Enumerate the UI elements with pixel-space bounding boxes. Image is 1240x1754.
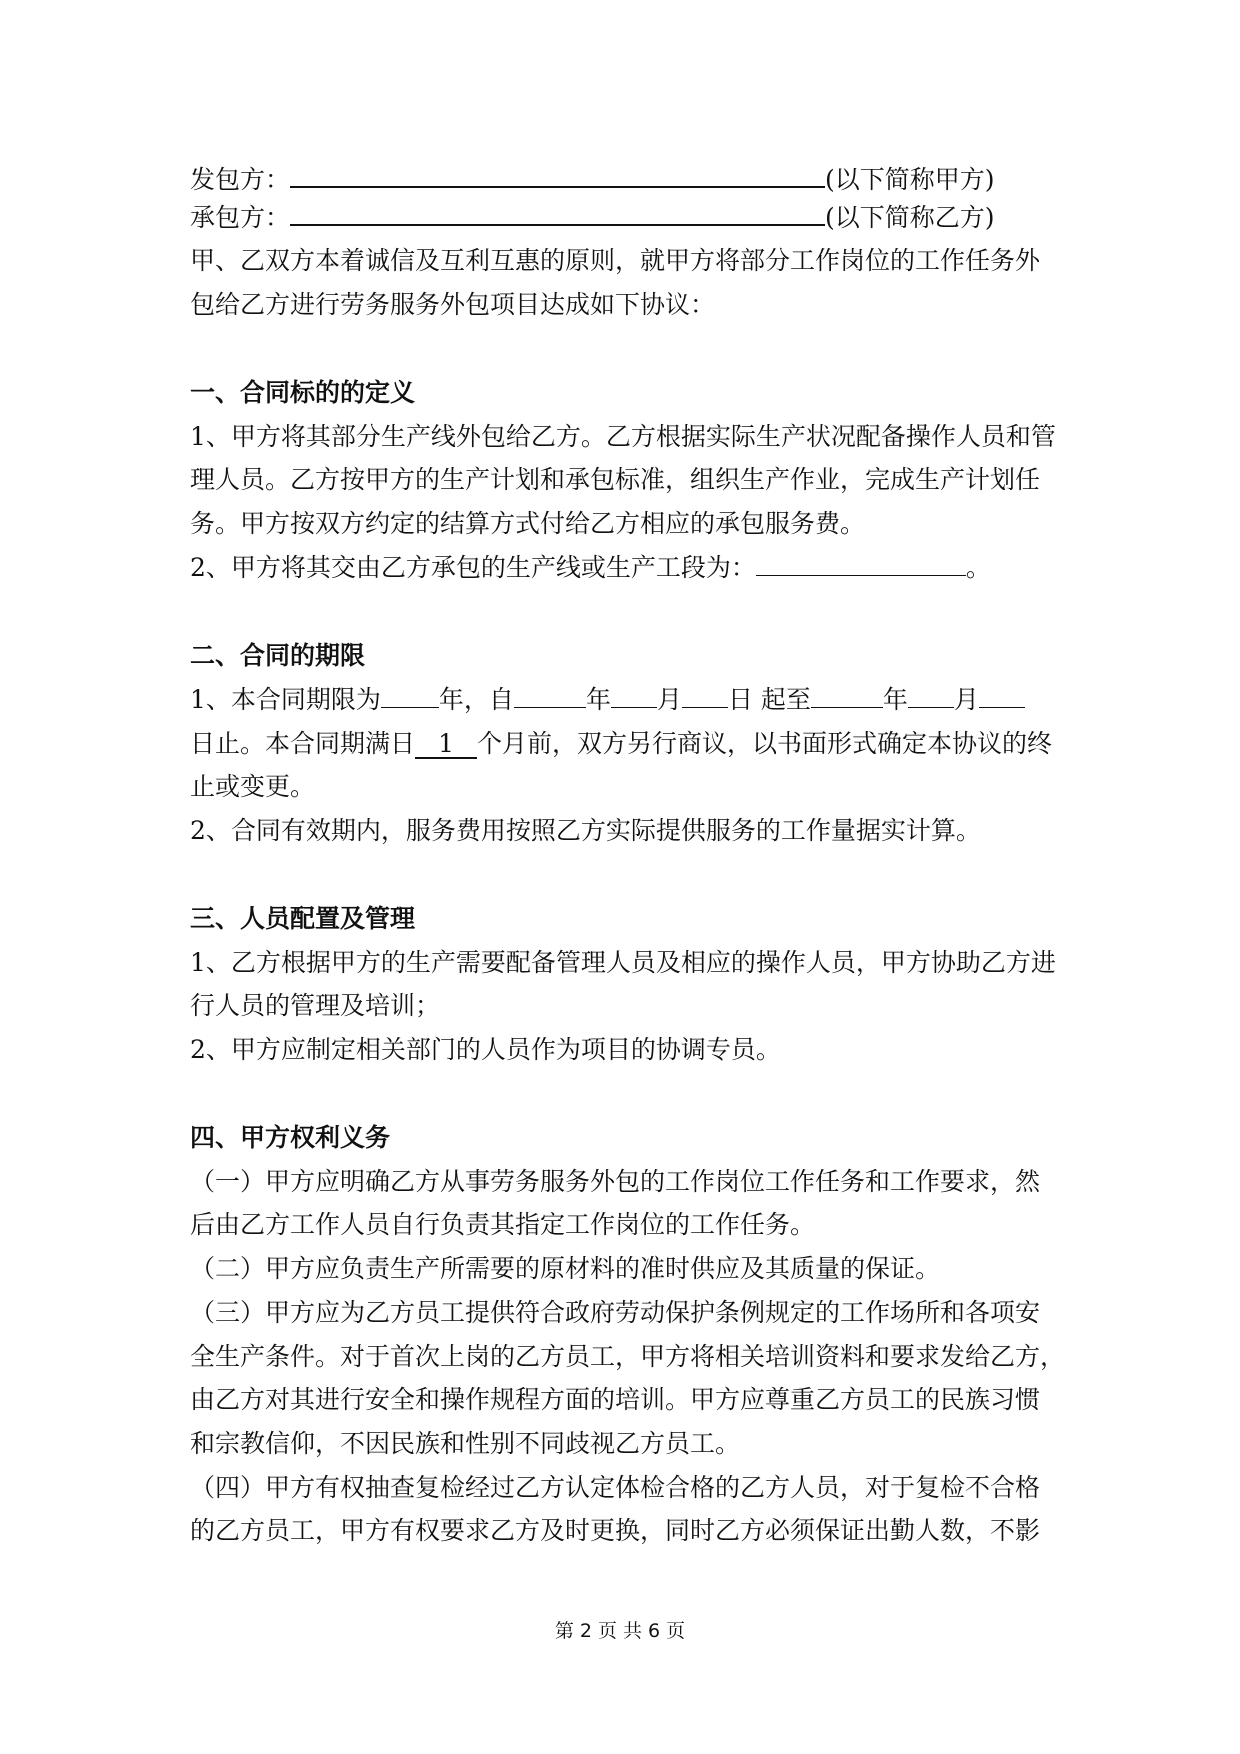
subcontractor-suffix: (以下简称乙方) xyxy=(825,203,995,232)
s1-p1-line-1: 1、甲方将其部分生产线外包给乙方。乙方根据实际生产状况配备操作人员和管 xyxy=(190,422,1056,451)
contractor-line xyxy=(190,160,995,199)
start-year-label: 年 xyxy=(585,685,611,714)
start-month-label: 月 xyxy=(656,685,682,714)
s4-item-2-line: （二）甲方应负责生产所需要的原材料的准时供应及其质量的保证。 xyxy=(190,1254,941,1283)
s4-item-3-line-2: 全生产条件。对于首次上岗的乙方员工，甲方将相关培训资料和要求发给乙方， xyxy=(190,1342,1066,1371)
end-year-blank xyxy=(811,681,883,708)
production-line-blank xyxy=(756,549,966,576)
s1-p2-suffix: 。 xyxy=(965,553,991,582)
end-year-label: 年 xyxy=(882,685,908,714)
s1-p2-prefix: 2、甲方将其交由乙方承包的生产线或生产工段为： xyxy=(190,553,756,582)
subcontractor-blank xyxy=(290,198,825,226)
notice-months-value: 1 xyxy=(415,731,477,759)
s4-item-1-line-1: （一）甲方应明确乙方从事劳务服务外包的工作岗位工作任务和工作要求，然 xyxy=(190,1167,1041,1196)
s4-item-3-line-4: 和宗教信仰，不因民族和性别不同歧视乙方员工。 xyxy=(190,1429,741,1458)
term-intro: 1、本合同期限为 xyxy=(190,685,381,714)
intro-line-1: 甲、乙双方本着诚信及互利互惠的原则，就甲方将部分工作岗位的工作任务外 xyxy=(190,246,1041,275)
end-month-label: 月 xyxy=(953,685,979,714)
start-day-label: 日 起至 xyxy=(727,685,811,714)
page-number: 第 2 页 共 6 页 xyxy=(554,1620,686,1642)
term-year-from: 年，自 xyxy=(438,685,514,714)
start-day-blank xyxy=(682,681,728,708)
s3-p2-line: 2、甲方应制定相关部门的人员作为项目的协调专员。 xyxy=(190,1035,781,1064)
s3-p1-line-1: 1、乙方根据甲方的生产需要配备管理人员及相应的操作人员，甲方协助乙方进 xyxy=(190,948,1056,977)
s4-item-3-line-3: 由乙方对其进行安全和操作规程方面的培训。甲方应尊重乙方员工的民族习惯 xyxy=(190,1385,1041,1414)
start-year-blank xyxy=(514,681,586,708)
s1-p2-line xyxy=(190,549,991,587)
s4-item-3-line-1: （三）甲方应为乙方员工提供符合政府劳动保护条例规定的工作场所和各项安 xyxy=(190,1298,1041,1327)
s4-item-4-line-2: 的乙方员工，甲方有权要求乙方及时更换，同时乙方必须保证出勤人数，不影 xyxy=(190,1516,1041,1545)
expiry-text: 日止。本合同期满日 xyxy=(190,729,416,758)
section-2-title: 二、合同的期限 xyxy=(190,641,366,670)
s2-p1-line-3: 止或变更。 xyxy=(190,772,316,801)
s2-p2-line: 2、合同有效期内，服务费用按照乙方实际提供服务的工作量据实计算。 xyxy=(190,816,981,845)
s3-p1-line-2: 行人员的管理及培训； xyxy=(190,991,441,1020)
expiry-text-cont: 个月前，双方另行商议，以书面形式确定本协议的终 xyxy=(477,729,1053,758)
section-4-title: 四、甲方权利义务 xyxy=(190,1123,391,1152)
contractor-suffix: (以下简称甲方) xyxy=(825,165,995,194)
end-month-blank xyxy=(908,681,954,708)
s2-p1-line-2 xyxy=(190,725,1052,763)
s4-item-4-line-1: （四）甲方有权抽查复检经过乙方认定体检合格的乙方人员，对于复检不合格 xyxy=(190,1473,1041,1502)
section-3-title: 三、人员配置及管理 xyxy=(190,904,416,933)
end-day-blank xyxy=(979,681,1025,708)
s1-p1-line-3: 务。甲方按双方约定的结算方式付给乙方相应的承包服务费。 xyxy=(190,509,866,538)
start-month-blank xyxy=(611,681,657,708)
subcontractor-line xyxy=(190,198,995,237)
section-1-title: 一、合同标的的定义 xyxy=(190,378,416,407)
s1-p1-line-2: 理人员。乙方按甲方的生产计划和承包标准，组织生产作业，完成生产计划任 xyxy=(190,465,1041,494)
term-years-blank xyxy=(381,681,439,708)
s2-p1-line-1 xyxy=(190,681,1025,719)
contractor-label: 发包方： xyxy=(190,165,291,194)
intro-line-2: 包给乙方进行劳务服务外包项目达成如下协议： xyxy=(190,290,716,319)
subcontractor-label: 承包方： xyxy=(190,203,291,232)
contractor-blank xyxy=(290,160,825,188)
s4-item-1-line-2: 后由乙方工作人员自行负责其指定工作岗位的工作任务。 xyxy=(190,1210,816,1239)
